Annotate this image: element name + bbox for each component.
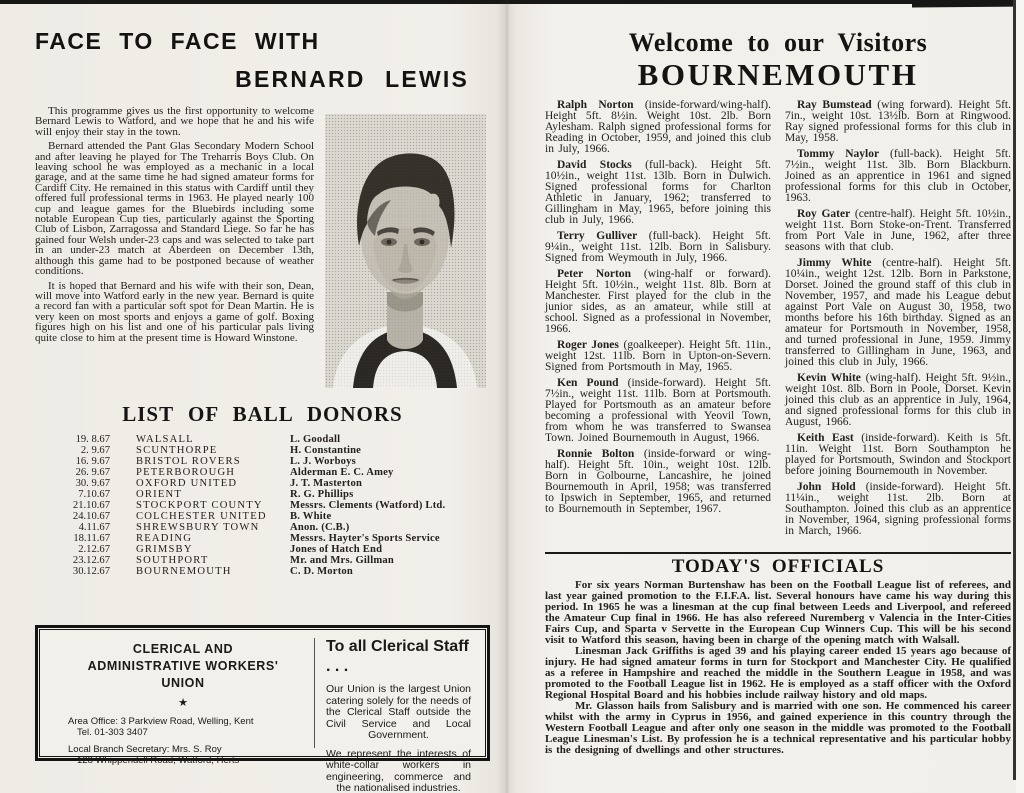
bio-column-left: [545, 100, 771, 542]
player-name: Roger Jones: [557, 339, 619, 351]
player-name: Ken Pound: [557, 377, 619, 389]
address-line: 128 Whippendell Road, Watford, Herts: [77, 755, 240, 766]
donor-club: BOURNEMOUTH: [136, 566, 232, 577]
left-page: [35, 28, 490, 793]
ball-donors-title: LIST OF BALL DONORS: [122, 402, 403, 426]
officials-title: TODAY'S OFFICIALS: [671, 556, 885, 577]
player-bio: [545, 160, 771, 226]
donor-club: COLCHESTER UNITED: [136, 511, 267, 522]
player-bio-text: (inside-forward or wing-half). Height 5ft. 10in., weight 10st. 12lb. Born in Golbourne, Lancashire, he joined Bournemouth in April, 1958; was transferred to Ipswich in September, 1965, and returned to Bournemouth in September, 1967.: [545, 448, 771, 515]
donor-name: L. Goodall: [290, 434, 341, 445]
donor-date: 23.12.67: [72, 555, 110, 566]
bio-column-right: [785, 100, 1011, 542]
donor-date: 2. 9.67: [80, 445, 110, 456]
advert-paragraph: Our Union is the largest Union catering solely for the needs of the Clerical Staff outside the Civil Service and Local Government.: [326, 683, 471, 741]
donor-name: Messrs. Hayter's Sports Service: [290, 533, 440, 544]
player-bio: [545, 231, 771, 264]
player-name: Keith East: [797, 432, 854, 444]
player-name: Tommy Naylor: [797, 148, 880, 160]
player-bio: [785, 258, 1011, 368]
player-bio-text: (centre-half). Height 5ft. 10¼in., weight 12st. 12lb. Born in Parkstone, Dorset. Joined the ground staff of this club in November, 1957, and made his League debut against Port Vale on August 30, 1958, two months before his 16th birthday. Signed as an amateur for Portsmouth in November, 1958, and turned professional in June, 1959. Jimmy transferred to Gillingham in June, 1963, and joined this club in July, 1966.: [785, 257, 1012, 368]
player-name: Terry Gulliver: [557, 230, 638, 242]
star-icon: ★: [178, 697, 188, 709]
address-line: Local Branch Secretary: Mrs. S. Roy: [68, 744, 222, 755]
player-bio-text: (goalkeeper). Height 5ft. 11in., weight 12st. 11lb. Born in Upton-on-Severn. Signed from Portsmouth in May, 1965.: [545, 339, 771, 373]
player-bio-text: (full-back). Height 5ft. 10½in., weight 11st. 13lb. Born in Dulwich. Signed professional forms for Charlton Athletic in January, 1962; transferred to Gillingham in May, 1965, before joining this club in July, 1966.: [545, 159, 771, 226]
player-bio-text: (centre-half). Height 5ft. 10½in., weight 11st. Born Stoke-on-Trent. Transferred from Port Vale in June, 1962, after three seasons with that club.: [785, 208, 1011, 253]
officials-section: [545, 580, 1011, 756]
donor-date: 21.10.67: [72, 500, 110, 511]
donor-club: OXFORD UNITED: [136, 478, 238, 489]
donor-row: [53, 434, 490, 445]
donor-date: 18.11.67: [73, 533, 110, 544]
donor-name: J. T. Masterton: [290, 478, 363, 489]
player-bio: [785, 373, 1011, 428]
donor-name: Messrs. Clements (Watford) Ltd.: [290, 500, 446, 511]
donor-name: R. G. Phillips: [290, 489, 354, 500]
player-bio: [785, 433, 1011, 477]
donor-date: 24.10.67: [72, 511, 110, 522]
officials-paragraph: Linesman Jack Griffiths is aged 39 and his playing career ended 15 years ago because of injury. He had signed amateur forms in turn for Stockport and Manchester City. He qualified as a referee in Hampshire and reached the middle in the Southern League in 1958, and was promoted to the Football League list in 1962. He is employed as a staff officer with the Oxford Regional Hospital Board and his hobbies include railway history and old maps.: [545, 645, 1011, 701]
donor-row: [53, 511, 490, 522]
donor-date: 7.10.67: [78, 489, 110, 500]
player-bio-text: (wing-half or forward). Height 5ft. 10½in., weight 11st. 8lb. Born at Manchester. First played for the club in the junior sides, as an amateur, while still at school. Signed as a professional in November, 1966.: [545, 268, 771, 335]
donor-name: Jones of Hatch End: [290, 544, 383, 555]
player-bio: [785, 149, 1011, 204]
branch-secretary-address: [58, 744, 308, 766]
union-name-line: UNION: [161, 676, 205, 690]
team-name-heading: BOURNEMOUTH: [637, 57, 919, 92]
player-bio-text: (inside-forward). Keith is 5ft. 11in. Weight 11st. Born Southampton he played for Portsmouth, Swindon and Stockport before joining Bournemouth in November.: [785, 432, 1011, 477]
scan-right-edge: [1013, 0, 1016, 780]
union-name-line: ADMINISTRATIVE WORKERS': [87, 659, 279, 673]
player-name: Ronnie Bolton: [557, 448, 635, 460]
donor-club: GRIMSBY: [136, 544, 193, 555]
headline-face-to-face: FACE TO FACE WITH: [35, 28, 320, 54]
donor-date: 30.12.67: [72, 566, 110, 577]
address-line: Tel. 01-303 3407: [77, 727, 148, 738]
player-bio-text: (wing forward). Height 5ft. 7in., weight 10st. 13½lb. Born at Ringwood. Ray signed professional forms for this club in May, 1958.: [785, 99, 1011, 144]
welcome-heading: Welcome to our Visitors: [628, 28, 928, 57]
article-body: [35, 106, 314, 343]
donor-club: PETERBOROUGH: [136, 467, 236, 478]
player-name: David Stocks: [557, 159, 632, 171]
donor-date: 30. 9.67: [75, 478, 110, 489]
ball-donors-section: [35, 402, 490, 577]
article-paragraph: It is hoped that Bernard and his wife with their son, Dean, will move into Watford early in the new year. Bernard is quite a record fan with a particular soft spot for Dean Martin. He is very keen on most sports and enjoys a game of golf. Boxing figures high on his list and one of his particular pals living quite close to him at the present time is Howard Winstone.: [35, 279, 314, 344]
player-bio: [785, 482, 1011, 537]
donor-club: SCUNTHORPE: [136, 445, 218, 456]
donor-row: [53, 489, 490, 500]
donor-club: SHREWSBURY TOWN: [136, 522, 260, 533]
player-bio-text: (full-back). Height 5ft. 9¼in., weight 11st. 12lb. Born in Salisbury. Signed from Weymouth in July, 1966.: [545, 230, 771, 264]
donor-row: [53, 555, 490, 566]
player-bio-text: (inside-forward). Height 5ft. 7½in., weight 11st. 11lb. Born at Portsmouth. Played for Portsmouth as an amateur before becoming a professional with Yeovil Town, from whom he was transferred to Swansea Town. Joined Bournemouth in August, 1966.: [545, 377, 771, 444]
player-bio: [545, 100, 771, 155]
advert-right-column: [315, 630, 485, 793]
donor-date: 2.12.67: [78, 544, 110, 555]
donor-club: ORIENT: [136, 489, 183, 500]
player-name: Jimmy White: [797, 257, 872, 269]
player-bio-text: (full-back). Height 5ft. 7½in., weight 11st. 3lb. Born Blackburn. Joined as an apprentice in 1961 and signed professional forms for this club in October, 1963.: [785, 148, 1011, 204]
player-name: Ray Bumstead: [797, 99, 872, 111]
officials-divider-rule: [545, 552, 1011, 554]
donor-club: READING: [136, 533, 193, 544]
player-bio: [785, 100, 1011, 144]
player-name: Roy Gater: [797, 208, 851, 220]
clerical-union-advert: [35, 625, 490, 793]
scan-top-edge-right: [912, 0, 1024, 7]
donor-name: Mr. and Mrs. Gillman: [290, 555, 394, 566]
player-bio: [545, 449, 771, 515]
donor-club: STOCKPORT COUNTY: [136, 500, 263, 511]
player-bio-text: (inside-forward). Height 5ft. 11¼in., weight 11st. 2lb. Born at Southampton. Joined this club as an apprentice in November, 1964, signing professional forms in March, 1966.: [785, 481, 1011, 537]
officials-paragraph: For six years Norman Burtenshaw has been on the Football League list of referees, and last year gained promotion to the F.I.F.A. list. Several honours have came his way during this period. In 1965 he was a linesman at the cup final between Leeds and Liverpool, and refereed the Amateur Cup final in 1966. He has also refereed Nuremberg v Valencia in the Inter-Cities Fairs Cup, and Sparta v Servette in the European Cup Winners Cup. This will be his second visit to Watford this season, having been in charge of the opening match with Walsall.: [545, 579, 1011, 646]
donor-name: B. White: [290, 511, 332, 522]
page-fold-gutter: [497, 0, 517, 793]
player-name: Ralph Norton: [557, 99, 634, 111]
player-bio: [545, 269, 771, 335]
donor-name: L. J. Worboys: [290, 456, 356, 467]
scan-right-margin: [1016, 0, 1024, 793]
donor-date: 26. 9.67: [75, 467, 110, 478]
donor-name: H. Constantine: [290, 445, 362, 456]
headline-bernard-lewis: BERNARD LEWIS: [235, 66, 469, 92]
advert-inner-frame: [39, 629, 486, 793]
player-bio: [785, 209, 1011, 253]
donor-row: [53, 533, 490, 544]
right-page: [545, 28, 1012, 756]
donor-date: 16. 9.67: [75, 456, 110, 467]
article-paragraph: Bernard attended the Pant Glas Secondary Modern School and after leaving he played for The Treharris Boys Club. On leaving school he was employed as a mechanic in a local garage, and at the same time he had signed amateur forms for Cardiff City. He remained in this status with Cardiff until they offered full professional terms in 1963. He played nearly 100 cup and league games for the Bluebirds including some notable European Cup ties, particularly against the Sporting Club of Lisbon, Zarragossa and Standard Liege. So far he has gained four Welsh under-23 caps and was selected to take part in an under-23 match at Aberdeen on December 13th, although this game had to be postponed because of weather conditions.: [35, 140, 314, 278]
donor-name: C. D. Morton: [290, 566, 354, 577]
advert-heading: To all Clerical Staff . . .: [326, 638, 469, 675]
donor-club: WALSALL: [136, 434, 194, 445]
advert-paragraph: We represent the interests of white-collar workers in engineering, commerce and the nationalised industries.: [326, 747, 471, 793]
donor-row: [53, 544, 490, 555]
donor-row: [53, 478, 490, 489]
donor-date: 4.11.67: [78, 522, 110, 533]
union-name-line: CLERICAL AND: [132, 642, 234, 656]
donor-club: BRISTOL ROVERS: [136, 456, 241, 467]
donor-date: 19. 8.67: [75, 434, 110, 445]
address-line: Area Office: 3 Parkview Road, Welling, Kent: [68, 716, 254, 727]
player-bio-text: (wing-half). Height 5ft. 9½in., weight 10st. 8lb. Born in Poole, Dorset. Kevin joined this club as an apprentice in July, 1964, and signed professional forms for this club in August, 1966.: [785, 372, 1011, 428]
donor-row: [53, 467, 490, 478]
donor-row: [53, 522, 490, 533]
advert-left-column: [40, 630, 314, 766]
area-office-address: [58, 716, 308, 738]
donor-name: Alderman E. C. Amey: [290, 467, 394, 478]
player-name: Peter Norton: [557, 268, 632, 280]
donor-club: SOUTHPORT: [136, 555, 209, 566]
donor-name: Anon. (C.B.): [290, 522, 350, 533]
player-bio-text: (inside-forward/wing-half). Height 5ft. 8½in. Weight 10st. 2lb. Born Aylesham. Ralph signed professional forms for Reading in October, 1959, and joined this club in July, 1966.: [545, 99, 771, 155]
player-name: Kevin White: [797, 372, 861, 384]
donor-row: [53, 566, 490, 577]
article-paragraph: This programme gives us the first opportunity to welcome Bernard Lewis to Watford, and we hope that he and his wife will enjoy their stay in the town.: [35, 105, 314, 138]
player-bio: [545, 340, 771, 373]
player-bio: [545, 378, 771, 444]
ball-donors-table: [35, 434, 490, 577]
donor-row: [53, 500, 490, 511]
officials-paragraph: Mr. Glasson hails from Salisbury and is married with one son. He commenced his career whilst with the army in Cyprus in 1956, and gained experience in this country through the Western Football League and after only one season in the middle was promoted to the Football League Linesman's List. By profession he is a technical representative and his particular hobby is the designing of dwellings and other structures.: [545, 700, 1011, 756]
player-bio-columns: [545, 100, 1011, 542]
donor-row: [53, 445, 490, 456]
bernard-lewis-portrait-photo: [325, 114, 486, 388]
donor-row: [53, 456, 490, 467]
player-name: John Hold: [797, 481, 856, 493]
